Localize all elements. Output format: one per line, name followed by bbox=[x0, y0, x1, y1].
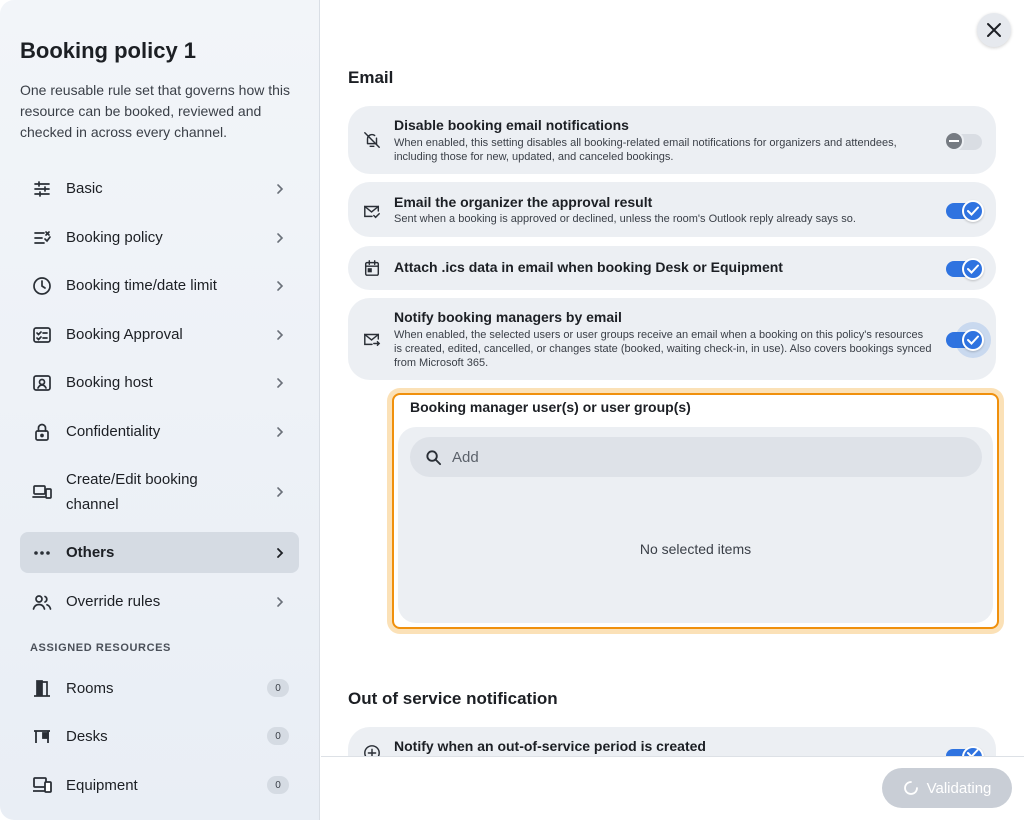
door-icon bbox=[30, 676, 54, 700]
resource-desks[interactable] bbox=[20, 716, 299, 756]
setting-title: Notify booking managers by email bbox=[394, 309, 622, 325]
booking-manager-picker bbox=[392, 393, 999, 629]
nav-item-basic[interactable] bbox=[20, 168, 299, 209]
setting-title: Disable booking email notifications bbox=[394, 117, 629, 133]
check-icon bbox=[962, 200, 984, 222]
validate-label: Validating bbox=[926, 779, 992, 797]
setting-notify-managers bbox=[348, 298, 996, 380]
list-check-icon bbox=[30, 226, 54, 250]
check-icon bbox=[962, 258, 984, 280]
setting-attach-ics bbox=[348, 246, 996, 290]
oos-section-heading: Out of service notification bbox=[348, 689, 558, 708]
chevron-right-icon bbox=[275, 425, 285, 439]
chevron-right-icon bbox=[275, 485, 285, 499]
clock-icon bbox=[30, 274, 54, 298]
nav-label: Booking host bbox=[66, 374, 153, 391]
resource-label: Equipment bbox=[66, 776, 138, 794]
mail-check-icon bbox=[362, 201, 382, 221]
setting-description: When enabled, the selected users or user groups receive an email when a booking on this policy's resources is created, edited, cancelled, or changes state (booked, waiting check-in, in use). Also covers bookings synced from Microsoft 365. bbox=[394, 329, 932, 369]
validate-button[interactable] bbox=[882, 768, 1012, 808]
search-icon bbox=[424, 448, 442, 466]
assigned-resources-heading: ASSIGNED RESOURCES bbox=[30, 642, 171, 654]
resource-label: Rooms bbox=[66, 679, 114, 697]
picker-panel bbox=[398, 427, 993, 623]
nav-label: Booking Approval bbox=[66, 326, 183, 343]
host-badge-icon bbox=[30, 371, 54, 395]
lock-icon bbox=[30, 420, 54, 444]
setting-approval-result bbox=[348, 182, 996, 237]
approval-result-toggle[interactable] bbox=[946, 203, 982, 219]
chevron-right-icon bbox=[275, 182, 285, 196]
setting-title: Notify when an out-of-service period is created bbox=[394, 738, 706, 754]
policy-description: One reusable rule set that governs how this resource can be booked, reviewed and checked in across every channel. bbox=[20, 82, 291, 140]
resource-label: Desks bbox=[66, 727, 108, 745]
nav-label: Confidentiality bbox=[66, 423, 161, 440]
chevron-right-icon bbox=[275, 328, 285, 342]
resource-equipment[interactable] bbox=[20, 765, 299, 805]
close-icon bbox=[986, 22, 1002, 38]
devices-icon bbox=[30, 480, 54, 504]
chevron-right-icon bbox=[275, 376, 285, 390]
manager-search-field[interactable] bbox=[410, 437, 982, 477]
chevron-right-icon bbox=[275, 279, 285, 293]
chevron-right-icon bbox=[275, 546, 285, 560]
spinner-icon bbox=[903, 780, 919, 796]
sliders-icon bbox=[30, 177, 54, 201]
setting-oos-created bbox=[348, 727, 996, 756]
count-badge: 0 bbox=[267, 727, 289, 745]
nav-item-time-limit[interactable] bbox=[20, 265, 299, 306]
nav-label: Booking time/date limit bbox=[66, 277, 217, 294]
equipment-icon bbox=[30, 773, 54, 797]
more-dots-icon bbox=[30, 541, 54, 565]
setting-title: Email the organizer the approval result bbox=[394, 194, 653, 210]
nav-item-booking-policy[interactable] bbox=[20, 217, 299, 258]
nav-item-booking-channel[interactable] bbox=[20, 460, 299, 524]
add-circle-icon bbox=[362, 744, 382, 756]
nav-item-confidentiality[interactable] bbox=[20, 411, 299, 452]
oos-created-toggle[interactable] bbox=[946, 749, 982, 756]
notify-managers-toggle[interactable] bbox=[946, 332, 982, 348]
setting-title: Attach .ics data in email when booking Desk or Equipment bbox=[394, 259, 783, 275]
disable-email-toggle[interactable] bbox=[946, 134, 982, 150]
mail-forward-icon bbox=[362, 329, 382, 349]
bell-off-icon bbox=[362, 130, 382, 150]
close-button[interactable] bbox=[977, 13, 1011, 47]
approval-checklist-icon bbox=[30, 323, 54, 347]
nav-item-booking-host[interactable] bbox=[20, 362, 299, 403]
nav-item-override-rules[interactable] bbox=[20, 581, 299, 622]
setting-disable-email bbox=[348, 106, 996, 174]
policy-title: Booking policy 1 bbox=[20, 38, 197, 63]
picker-label: Booking manager user(s) or user group(s) bbox=[410, 399, 691, 415]
email-section-heading: Email bbox=[348, 68, 394, 87]
resource-rooms[interactable] bbox=[20, 668, 299, 708]
count-badge: 0 bbox=[267, 776, 289, 794]
desk-icon bbox=[30, 724, 54, 748]
attach-ics-toggle[interactable] bbox=[946, 261, 982, 277]
setting-description: Sent when a booking is approved or declined, unless the room's Outlook reply already says so. bbox=[394, 213, 856, 225]
users-icon bbox=[30, 590, 54, 614]
chevron-right-icon bbox=[275, 595, 285, 609]
setting-description: When enabled, this setting disables all booking-related email notifications for organizers and attendees, including those for new, updated, and canceled bookings. bbox=[394, 137, 897, 163]
count-badge: 0 bbox=[267, 679, 289, 697]
nav-label: Basic bbox=[66, 180, 103, 197]
nav-label: Booking policy bbox=[66, 229, 163, 246]
nav-item-booking-approval[interactable] bbox=[20, 314, 299, 355]
toggle-knob bbox=[944, 131, 964, 151]
nav-label: Others bbox=[66, 544, 115, 561]
nav-label: Override rules bbox=[66, 593, 161, 610]
check-icon bbox=[962, 329, 984, 351]
nav-item-others[interactable] bbox=[20, 532, 299, 573]
chevron-right-icon bbox=[275, 231, 285, 245]
manager-search-input[interactable] bbox=[452, 449, 952, 466]
calendar-icon bbox=[362, 258, 382, 278]
sidebar bbox=[0, 0, 320, 820]
nav-label: Create/Edit booking channel bbox=[66, 471, 198, 513]
empty-state-text: No selected items bbox=[639, 541, 752, 557]
